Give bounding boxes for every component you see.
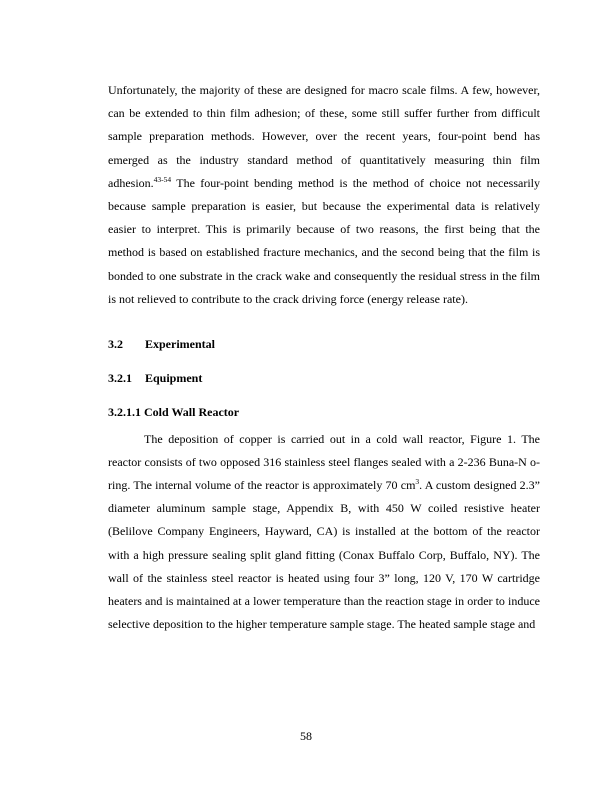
subsection-number: 3.2.1 (108, 371, 132, 386)
reactor-text-part-1: The deposition of copper is carried out in a cold wall reactor, Figure 1. The reactor consists of two opposed 316 stainless steel flanges sealed with a 2-236 Buna-N o-ring. The internal volume of the reactor is approximately 70 cm (108, 431, 540, 493)
section-title: Experimental (145, 337, 215, 352)
page-number: 58 (300, 729, 312, 743)
reactor-paragraph (108, 428, 540, 637)
subsubsection-title: Cold Wall Reactor (144, 405, 240, 420)
intro-text-part-2: The four-point bending method is the method of choice not necessarily because sample preparation is easier, but because the experimental data is relatively easier to interpret. This is primarily because of two reasons, the first being that the method is based on established fracture mechanics, and the second being that the film is bonded to one substrate in the crack wake and consequently the residual stress in the film is not relieved to contribute to the crack driving force (energy release rate). (108, 175, 540, 306)
page-body (108, 79, 540, 636)
section-heading (108, 333, 540, 356)
intro-paragraph (108, 79, 540, 311)
subsubsection-number: 3.2.1.1 (108, 405, 141, 420)
citation-superscript: 43-54 (153, 174, 172, 184)
reactor-text-part-2: . A custom designed 2.3” diameter aluminum sample stage, Appendix B, with 450 W coiled resistive heater (Belilove Company Engineers, Hayward, CA) is installed at the bottom of the reactor with a high pressure sealing split gland fitting (Conax Buffalo Corp, Buffalo, NY). The wall of the stainless steel reactor is heated using four 3” long, 120 V, 170 W cartridge heaters and is maintained at a lower temperature than the reaction stage in order to induce selective deposition to the higher temperature sample stage. The heated sample stage and (108, 478, 540, 632)
subsubsection-heading (108, 401, 540, 424)
section-number: 3.2 (108, 337, 123, 352)
subsection-title: Equipment (145, 371, 203, 386)
volume-unit-superscript: 3 (415, 477, 420, 487)
subsection-heading (108, 367, 540, 390)
intro-text-part-1: Unfortunately, the majority of these are designed for macro scale films. A few, however, can be extended to thin film adhesion; of these, some still suffer further from difficult sample preparation methods. However, over the recent years, four-point bend has emerged as the industry standard method of quantitatively measuring thin film adhesion. (108, 83, 540, 190)
